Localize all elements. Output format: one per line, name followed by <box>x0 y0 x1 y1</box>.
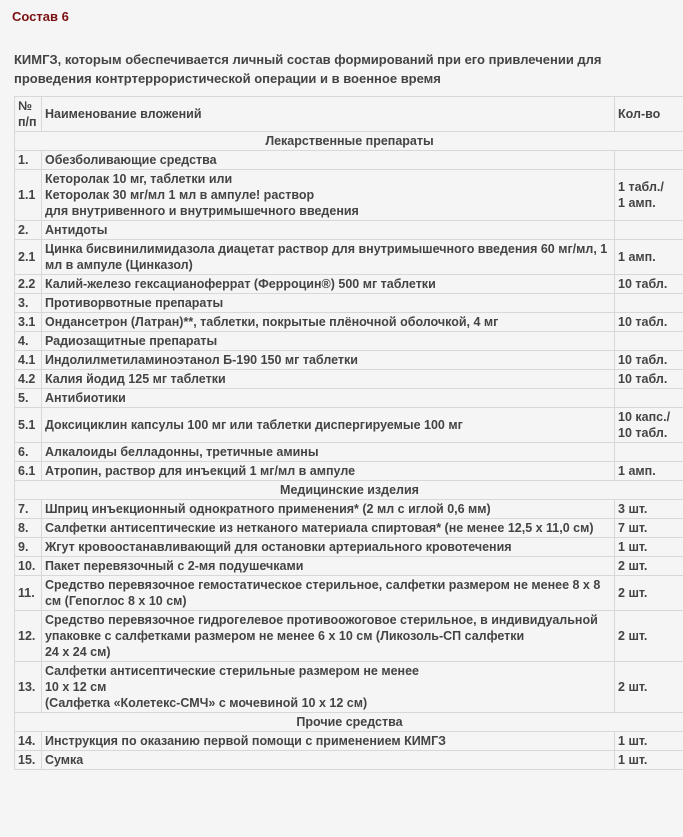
category-label: Прочие средства <box>15 713 683 732</box>
row-name: Сумка <box>41 751 614 770</box>
row-number: 6. <box>15 443 42 462</box>
table-row <box>15 519 683 538</box>
row-number: 6.1 <box>15 462 42 481</box>
row-number: 2. <box>15 221 42 240</box>
table-row <box>15 408 683 443</box>
row-number: 5.1 <box>15 408 42 443</box>
row-quantity: 2 шт. <box>615 576 683 611</box>
table-row <box>15 351 683 370</box>
row-number: 15. <box>15 751 42 770</box>
row-name: Калия йодид 125 мг таблетки <box>41 370 614 389</box>
category-row <box>15 713 683 732</box>
table-row <box>15 557 683 576</box>
row-quantity: 10 табл. <box>615 370 683 389</box>
header-num: № п/п <box>15 97 42 132</box>
row-name: Жгут кровоостанавливающий для остановки артериального кровотечения <box>41 538 614 557</box>
row-quantity: 10 табл. <box>615 275 683 294</box>
row-name: Доксициклин капсулы 100 мг или таблетки диспергируемые 100 мг <box>41 408 614 443</box>
table-row <box>15 151 683 170</box>
category-row <box>15 132 683 151</box>
row-number: 14. <box>15 732 42 751</box>
row-name: Кеторолак 10 мг, таблетки или Кеторолак 30 мг/мл 1 мл в ампуле! раствор для внутривенного и внутримышечного введения <box>41 170 614 221</box>
row-name: Антибиотики <box>41 389 614 408</box>
row-quantity <box>615 332 683 351</box>
row-quantity: 10 табл. <box>615 313 683 332</box>
row-name: Шприц инъекционный однократного применения* (2 мл с иглой 0,6 мм) <box>41 500 614 519</box>
row-name: Салфетки антисептические стерильные размером не менее 10 х 12 см (Салфетка «Колетекс-СМЧ» с мочевиной 10 х 12 см) <box>41 662 614 713</box>
row-name: Средство перевязочное гемостатическое стерильное, салфетки размером не менее 8 х 8 см (Гепоглос 8 х 10 см) <box>41 576 614 611</box>
category-label: Медицинские изделия <box>15 481 683 500</box>
intro-text: КИМГЗ, которым обеспечивается личный состав формирований при его привлечении для проведения контртеррористической операции и в военное время <box>14 52 602 86</box>
row-name: Антидоты <box>41 221 614 240</box>
row-name: Цинка бисвинилимидазола диацетат раствор для внутримышечного введения 60 мг/мл, 1 мл в ампуле (Цинказол) <box>41 240 614 275</box>
row-quantity <box>615 443 683 462</box>
row-number: 5. <box>15 389 42 408</box>
row-quantity: 1 амп. <box>615 462 683 481</box>
row-name: Инструкция по оказанию первой помощи с применением КИМГЗ <box>41 732 614 751</box>
row-number: 12. <box>15 611 42 662</box>
table-row <box>15 275 683 294</box>
table-row <box>15 389 683 408</box>
table-row <box>15 611 683 662</box>
row-name: Алкалоиды белладонны, третичные амины <box>41 443 614 462</box>
table-row <box>15 662 683 713</box>
table-row <box>15 370 683 389</box>
row-number: 2.2 <box>15 275 42 294</box>
table-header-row <box>15 97 683 132</box>
table-body <box>15 97 683 770</box>
table-row <box>15 732 683 751</box>
row-quantity: 1 амп. <box>615 240 683 275</box>
row-quantity: 10 табл. <box>615 351 683 370</box>
row-name: Ондансетрон (Латран)**, таблетки, покрытые плёночной оболочкой, 4 мг <box>41 313 614 332</box>
row-quantity <box>615 151 683 170</box>
row-quantity: 2 шт. <box>615 662 683 713</box>
row-name: Салфетки антисептические из нетканого материала спиртовая* (не менее 12,5 х 11,0 см) <box>41 519 614 538</box>
row-quantity: 1 табл./ 1 амп. <box>615 170 683 221</box>
table-row <box>15 294 683 313</box>
row-number: 3.1 <box>15 313 42 332</box>
row-name: Радиозащитные препараты <box>41 332 614 351</box>
row-name: Пакет перевязочный с 2-мя подушечками <box>41 557 614 576</box>
section-title: Состав 6 <box>12 9 69 24</box>
row-number: 1.1 <box>15 170 42 221</box>
row-number: 10. <box>15 557 42 576</box>
row-name: Атропин, раствор для инъекций 1 мг/мл в ампуле <box>41 462 614 481</box>
row-number: 4.2 <box>15 370 42 389</box>
row-name: Индолилметиламиноэтанол Б-190 150 мг таблетки <box>41 351 614 370</box>
contents-table <box>14 96 683 770</box>
table-row <box>15 240 683 275</box>
row-quantity: 1 шт. <box>615 751 683 770</box>
row-number: 8. <box>15 519 42 538</box>
row-number: 13. <box>15 662 42 713</box>
table-row <box>15 313 683 332</box>
table-row <box>15 443 683 462</box>
row-number: 2.1 <box>15 240 42 275</box>
row-number: 3. <box>15 294 42 313</box>
row-quantity <box>615 294 683 313</box>
row-name: Калий-железо гексацианоферрат (Ферроцин®) 500 мг таблетки <box>41 275 614 294</box>
row-number: 4.1 <box>15 351 42 370</box>
table-row <box>15 751 683 770</box>
row-number: 7. <box>15 500 42 519</box>
table-row <box>15 221 683 240</box>
row-quantity: 2 шт. <box>615 611 683 662</box>
row-number: 1. <box>15 151 42 170</box>
table-row <box>15 170 683 221</box>
row-quantity: 1 шт. <box>615 732 683 751</box>
row-quantity: 10 капс./ 10 табл. <box>615 408 683 443</box>
row-quantity: 3 шт. <box>615 500 683 519</box>
row-name: Средство перевязочное гидрогелевое противоожоговое стерильное, в индивидуальной упаковке с салфетками размером не менее 6 х 10 см (Ликозоль-СП салфетки 24 х 24 см) <box>41 611 614 662</box>
table-row <box>15 462 683 481</box>
header-name: Наименование вложений <box>41 97 614 132</box>
row-quantity: 1 шт. <box>615 538 683 557</box>
category-row <box>15 481 683 500</box>
row-quantity <box>615 389 683 408</box>
header-qty: Кол-во <box>615 97 683 132</box>
row-number: 9. <box>15 538 42 557</box>
table-row <box>15 332 683 351</box>
row-quantity: 7 шт. <box>615 519 683 538</box>
table-row <box>15 500 683 519</box>
row-quantity: 2 шт. <box>615 557 683 576</box>
row-number: 4. <box>15 332 42 351</box>
row-number: 11. <box>15 576 42 611</box>
row-name: Противорвотные препараты <box>41 294 614 313</box>
table-row <box>15 576 683 611</box>
table-row <box>15 538 683 557</box>
category-label: Лекарственные препараты <box>15 132 683 151</box>
row-quantity <box>615 221 683 240</box>
row-name: Обезболивающие средства <box>41 151 614 170</box>
